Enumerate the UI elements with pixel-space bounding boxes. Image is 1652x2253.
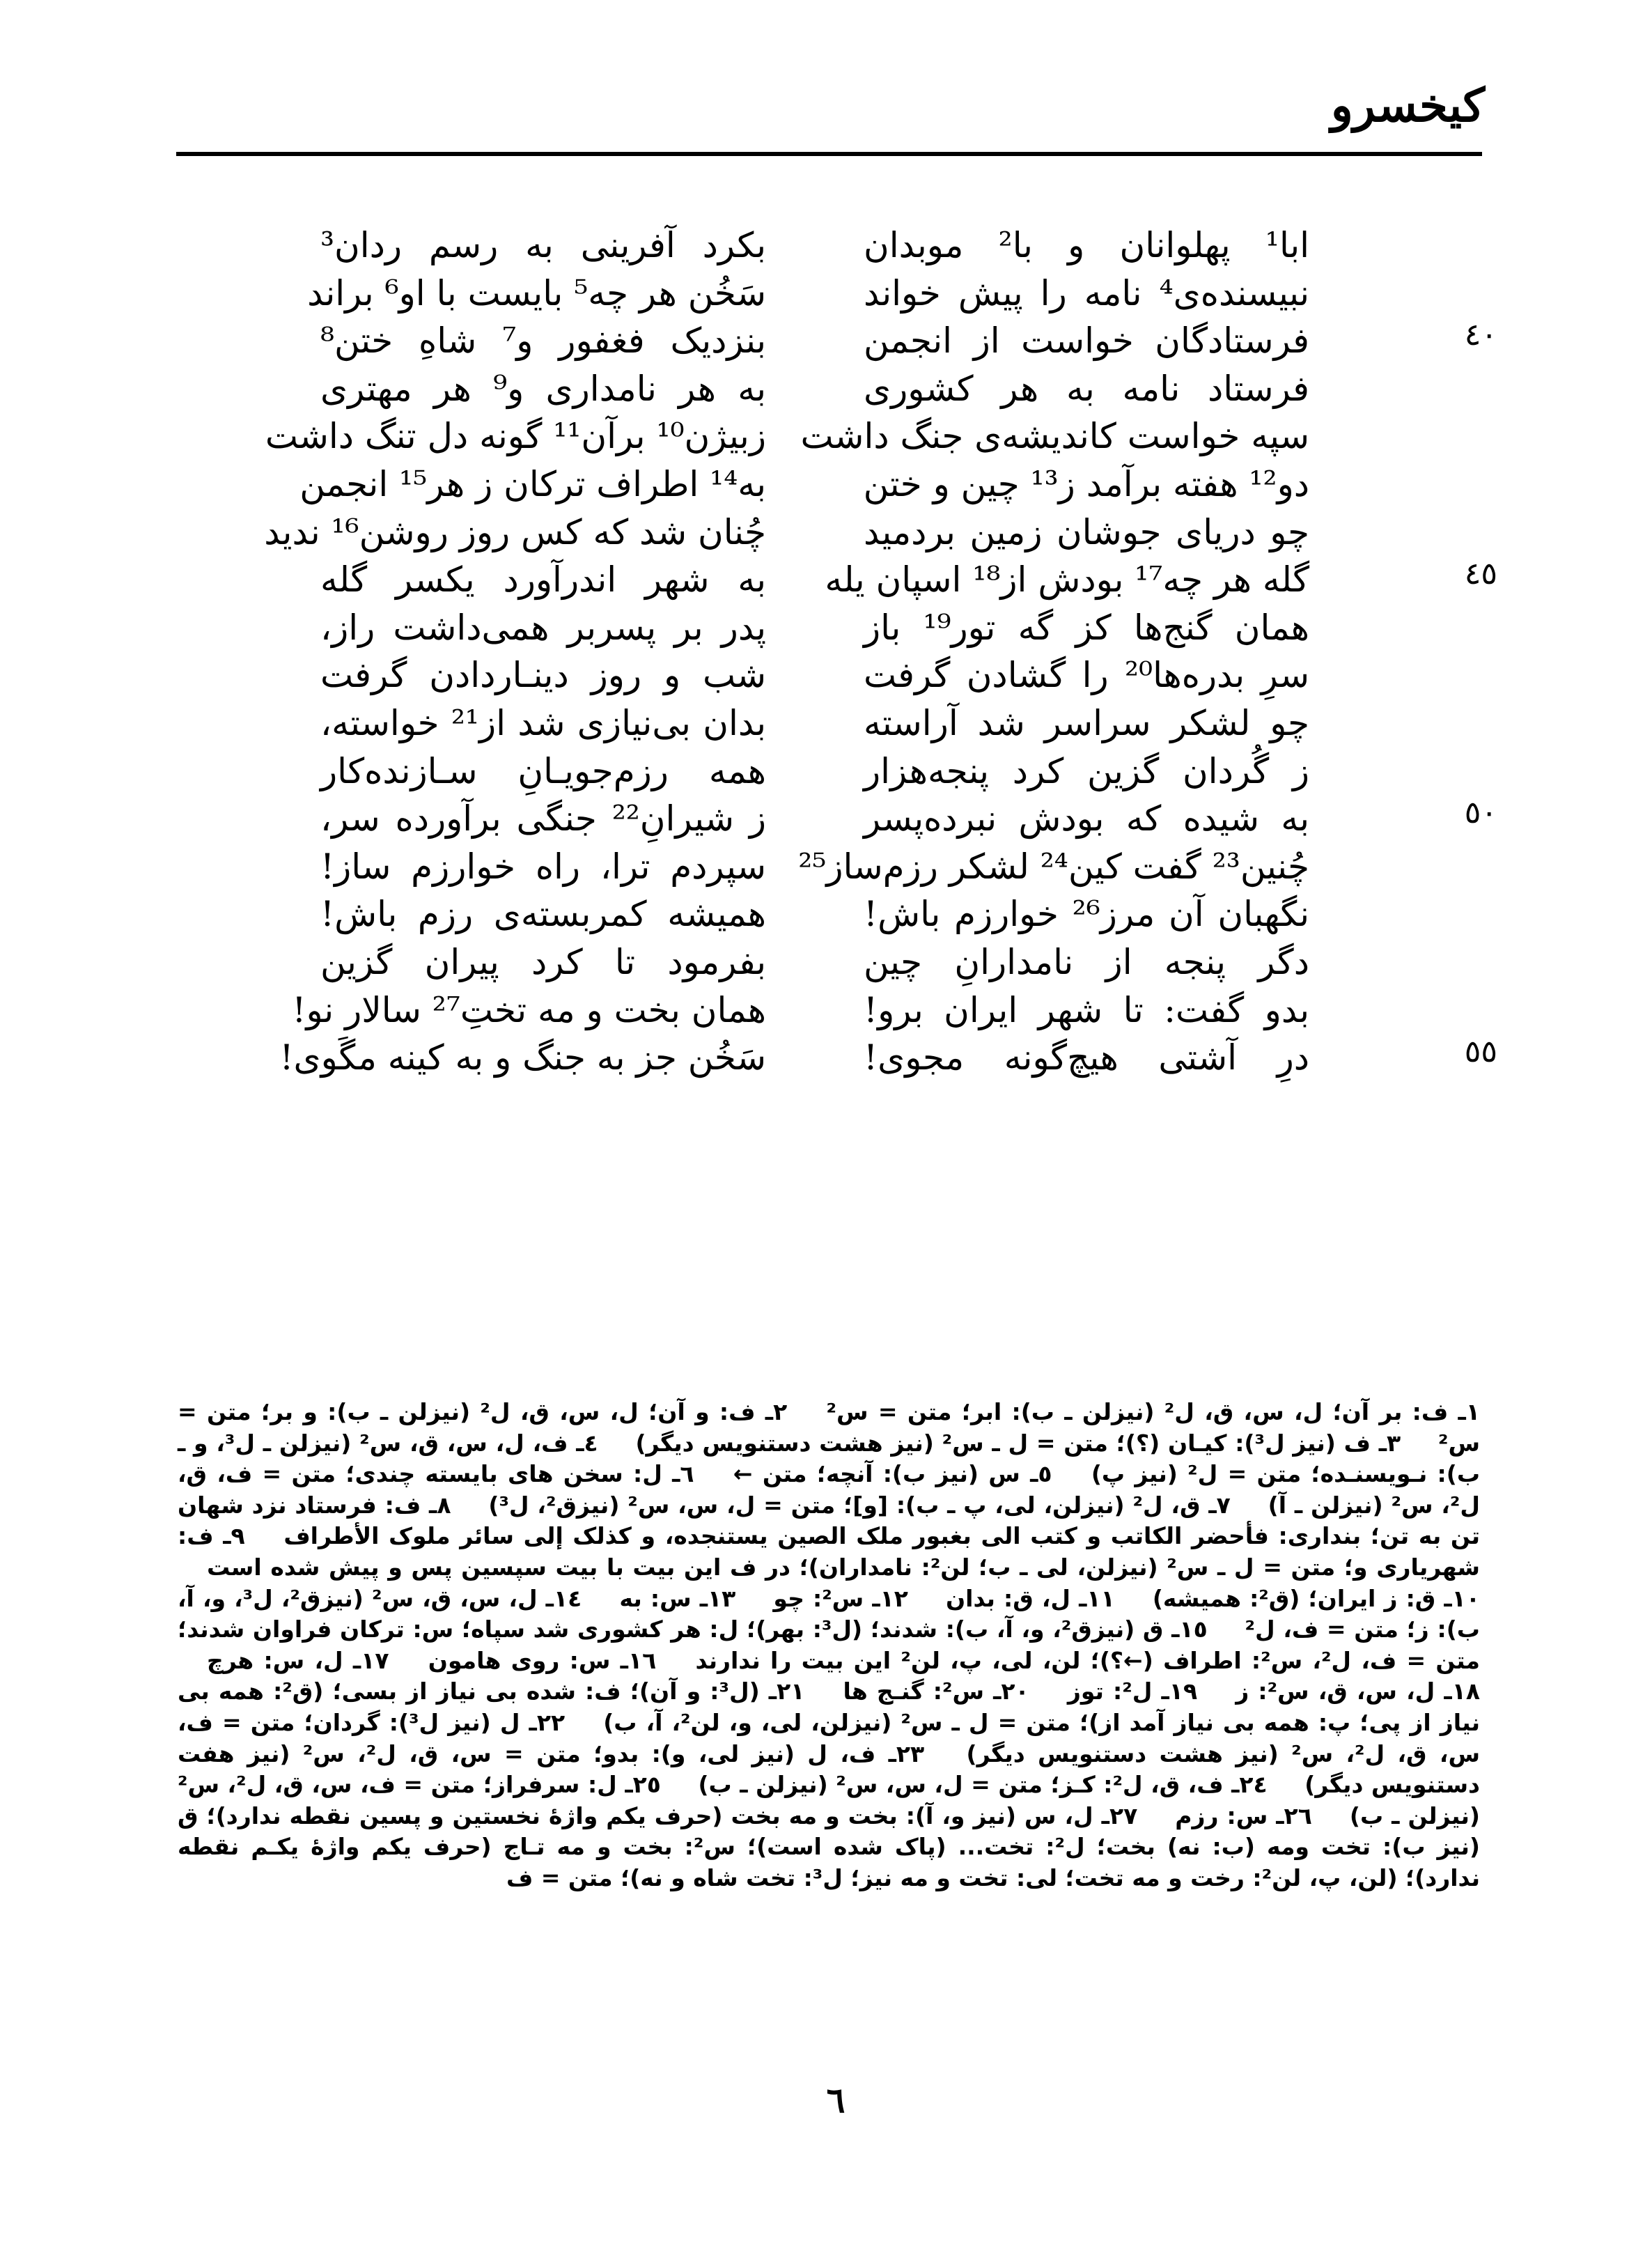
hemistich: نگهبان آن مرز²⁶ خوارزم باش!: [864, 894, 1309, 935]
footnote: ١٣ـ س: به: [619, 1584, 736, 1612]
line-number: ٥٥: [1464, 1034, 1497, 1070]
hemistich: سپه خواست کاندیشه‌ی جنگ داشت: [800, 416, 1309, 457]
line-number: ٥٠: [1464, 795, 1497, 831]
hemistich: فرستاد نامه به هر کشوری: [864, 368, 1309, 409]
footnote: ٢ـ ف: و آن؛ ل، س، ق، ل² (نیزلن ـ ب): و بر؛ متن = س²: [178, 1398, 1480, 1457]
footnote: ٢٥ـ ل: سرفراز؛ متن = ف، س، ق، ل²، س² (نیزلن ـ ب): [178, 1771, 1481, 1829]
hemistich: شب و روز دینـاردادن گرفت: [320, 655, 766, 696]
footnote: ٦ـ ل: سخن های بایسته چندی؛ متن = ف، ق، ل²، س² (نیزلن ـ آ): [178, 1460, 1480, 1519]
verse-column-right: [798, 222, 1309, 1082]
footnote: ٩ـ ف: شهریاری و؛ متن = ل ـ س² (نیزلن، لی ـ ب؛ لن²: نامداران)؛ در ف این بیت با بیت سپسین پس و پیش شده است: [178, 1522, 1480, 1581]
hemistich: به هر نامداری و⁹ هر مهتری: [320, 368, 767, 409]
hemistich: سرِ بدره‌ها²⁰ را گشادن گرفت: [864, 655, 1309, 696]
verse-column-left: [264, 222, 767, 1082]
footnote: ١٢ـ س²: چو: [773, 1584, 908, 1612]
hemistich: بدان بی‌نیازی شد از²¹ خواسته،: [320, 702, 767, 743]
footnote: ١٧ـ ل، س: هرچ: [207, 1646, 389, 1674]
line-number: ٤٥: [1464, 556, 1497, 592]
hemistich: دگر پنجه از نامدارانِ چین: [864, 941, 1309, 982]
hemistich: سَخُن جز به جنگ و به کینه مگَوی!: [279, 1037, 766, 1078]
footnote: ١٥ـ ق (نیزق²، و، آ، ب): شدند؛ (ل³: بهر)؛ ل: هر کشوری شد سپاه؛ س: ترکان فراوان شدند؛ متن = ف، ل²، س²: اطراف (←؟)؛ لن، لی، پ، لن² این بیت را ندارند: [178, 1616, 1480, 1674]
footnote: ٢٠ـ س²: گنـج ها: [843, 1678, 1029, 1705]
line-number: ٤٠: [1464, 317, 1497, 353]
hemistich: چُنان شد که کس روز روشن¹⁶ ندید: [264, 511, 766, 552]
hemistich: پدر بر پسربر همی‌داشت راز،: [320, 607, 766, 648]
hemistich: ز گُردان گزین کرد پنجه‌هزار: [864, 750, 1309, 791]
footnote: ٧ـ ق، ل² (نیزلن، لی، پ ـ ب): [و]؛ متن = ل، س، س² (نیزق²، ل³): [488, 1491, 1231, 1519]
hemistich: به¹⁴ اطراف ترکان ز هر¹⁵ انجمن: [299, 463, 766, 504]
footnote: ١٠ـ ق: ز ایران؛ (ق²: همیشه): [1152, 1584, 1480, 1612]
hemistich: زبیژن¹⁰ برآن¹¹ گونه دل تنگ داشت: [265, 416, 766, 457]
footnote: ١٨ـ ل، س، ق، س²: ز: [1236, 1678, 1480, 1705]
footnote: ١٤ـ ل، س، ق، س² (نیزق²، ل³، و، آ، ب): ز؛ متن = ف، ل²: [178, 1584, 1480, 1643]
hemistich: درِ آشتی هیچ‌گونه مجوی!: [864, 1037, 1309, 1078]
hemistich: همیشه کمربسته‌ی رزم باش!: [320, 894, 766, 935]
footnote: ٣ـ ف (نیز ل³): کیـان (؟)؛ متن = ل ـ س² (نیز هشت دستنویس دیگر): [635, 1429, 1401, 1457]
header-rule: [176, 152, 1482, 156]
footnote: ٢٦ـ س: رزم: [1175, 1802, 1312, 1829]
footnote: ٢١ـ (ل³: و آن)؛ ف: شده بی نیاز از بسی؛ (ق²: همه بی نیاز از پی؛ پ: همه بی نیاز آمد از)؛ متن = ل ـ س² (نیزلن، لی، و، لن²، آ، ب): [178, 1678, 1480, 1736]
footnotes: [178, 1397, 1480, 1894]
footnote: ٢٤ـ ف، ق، ل²: کـز؛ متن = ل، س، س² (نیزلن ـ ب): [698, 1771, 1268, 1799]
page-title: کیخسرو: [1330, 78, 1485, 132]
hemistich: ابا¹ پهلوانان و با² موبدان: [864, 225, 1309, 265]
page-number: ٦: [826, 2080, 846, 2121]
hemistich: دو¹² هفته برآمد ز¹³ چین و ختن: [863, 463, 1309, 504]
hemistich: چُنین²³ گفت کین²⁴ لشکر رزم‌ساز²⁵: [798, 846, 1309, 887]
footnote: ١١ـ ل، ق: بدان: [946, 1584, 1115, 1612]
hemistich: بنزدیک فغفور و⁷ شاهِ ختن⁸: [320, 320, 767, 362]
hemistich: چو دریای جوشان زمین بردمید: [864, 511, 1309, 552]
hemistich: نبیسنده‌ی⁴ نامه را پیش خواند: [864, 272, 1309, 313]
hemistich: ز شیرانِ²² جنگی برآورده سر،: [320, 798, 766, 839]
hemistich: به شهر اندرآورد یکسر گله: [320, 559, 766, 601]
footnote: ١٦ـ س: روی هامون: [428, 1646, 657, 1674]
footnote: ١ـ ف: بر آن؛ ل، س، ق، ل² (نیزلن ـ ب): ابر؛ متن = س²: [826, 1398, 1480, 1425]
hemistich: گله هر چه¹⁷ بودش از¹⁸ اسپان یله: [825, 559, 1309, 601]
footnote: ٢٢ـ ل (نیز ل³): گردان؛ متن = ف، س، ق، ل²، س² (نیز هشت دستنویس دیگر): [178, 1708, 1480, 1767]
footnote: ٤ـ ف، ل، س، ق، س² (نیزلن ـ ل³، و ـ ب): نـویسنـده؛ متن = ل² (نیز پ): [178, 1429, 1480, 1488]
hemistich: همه رزم‌جویـانِ سـازنده‌کار: [320, 750, 766, 791]
verse-area: [264, 222, 1497, 1267]
footnote: ٨ـ ف: فرستاد نزد شهان تن به تن؛ بنداری: فأحضر الکاتب و کتب الی بغبور ملک الصین یستنجده، و کذلک إلی سائر ملوک الأطراف: [178, 1491, 1480, 1550]
footnote: ٢٧ـ ل، س (نیز و، آ): بخت و مه بخت (حرف یکم واژهٔ نخستین و پسین نقطه ندارد)؛ ق (نیز ب): تخت ومه (ب: نه) بخت؛ ل²: تخت... (پاک شده است)؛ س²: بخت و مه تـاج (حرف یکم واژهٔ یکـم نقطه ندارد)؛ (لن، پ، لن²: رخت و مه تخت؛ لی: تخت و مه نیز؛ ل³: تخت شاه و نه)؛ متن = ف: [178, 1802, 1480, 1891]
hemistich: سَخُن هر چه⁵ بایست با او⁶ براند: [307, 272, 766, 313]
hemistich: همان گنج‌ها کز گه تور¹⁹ باز: [864, 607, 1309, 648]
hemistich: بدو گفت: تا شهر ایران برو!: [864, 989, 1309, 1030]
footnote: ١٩ـ ل²: توز: [1067, 1678, 1198, 1705]
footnote: ٢٣ـ ف، ل (نیز لی، و): بدو؛ متن = س، ق، ل²، س² (نیز هفت دستنویس دیگر): [178, 1740, 1480, 1799]
footnote: ٥ـ س (نیز ب): آنچه؛ متن ←: [733, 1460, 1052, 1488]
hemistich: به شیده که بودش نبرده‌پسر: [864, 798, 1309, 839]
hemistich: بکرد آفرینی به رسم ردان³: [320, 225, 766, 265]
hemistich: فرستادگان خواست از انجمن: [864, 320, 1309, 362]
hemistich: چو لشکر سراسر شد آراسته: [864, 702, 1309, 743]
hemistich: همان بخت و مه تختِ²⁷ سالار نو!: [292, 989, 766, 1030]
hemistich: سپردم ترا، راه خوارزم ساز!: [320, 846, 766, 887]
hemistich: بفرمود تا کرد پیران گزین: [320, 941, 766, 982]
